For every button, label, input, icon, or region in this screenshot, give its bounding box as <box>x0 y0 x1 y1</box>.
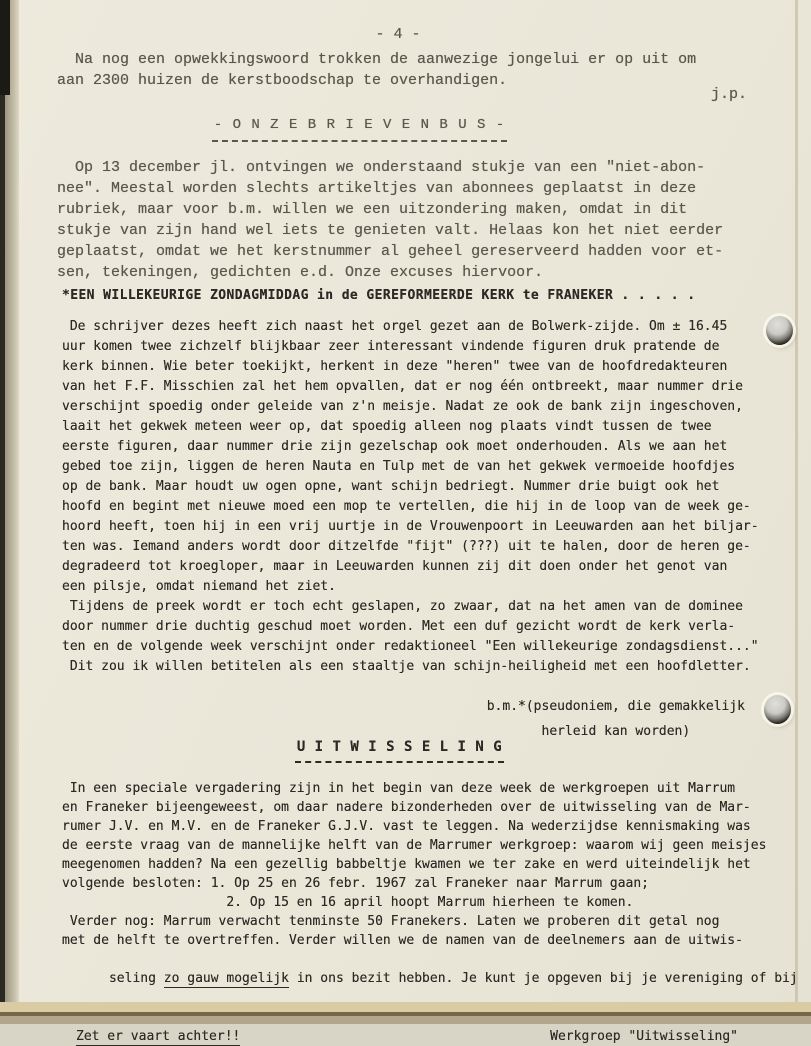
text-line: meegenomen hadden? Na een gezellig babbeltje kwamen we ter zake en werd uiteindelijk het <box>62 857 751 872</box>
text-line: Dit zou ik willen betitelen als een staaltje van schijn-heiligheid met een hoofdletter. <box>62 659 751 674</box>
list-item-2: 2. Op 15 en 16 april hoopt Marrum hierheen te komen. <box>62 895 634 910</box>
section-title-uitwisseling: U I T W I S S E L I N G <box>295 737 504 763</box>
text-line: rumer J.V. en M.V. en de Franeker G.J.V. vast te leggen. Na wederzijdse kennismaking was <box>62 819 751 834</box>
text-line: eerste figuren, daar nummer drie zijn gezelschap ook moet onderhouden. Als we aan het <box>62 439 728 454</box>
text-line <box>62 950 798 1007</box>
text-line: en Franeker bijeengeweest, om daar nadere bizonderheden over de uitwisseling van de Mar- <box>62 800 751 815</box>
signature-line: herleid kan worden) <box>541 724 691 739</box>
text-line: De schrijver dezes heeft zich naast het orgel gezet aan de Bolwerk-zijde. Om ± 16.45 <box>62 319 728 334</box>
intro-paragraph <box>57 49 696 91</box>
underlined-phrase: zo gauw mogelijk <box>163 971 289 986</box>
text-line: verschijnt spoedig onder geleide van z'n meisje. Nadat ze ook de bank zijn ingeschoven, <box>62 399 743 414</box>
text-line: geplaatst, omdat we het kerstnummer al geheel gereserveerd hadden voor et- <box>57 243 724 260</box>
text-line: van het F.F. Misschien zal het hem opvallen, dat er nog één ontbreekt, maar nummer drie <box>62 379 743 394</box>
section-title-brievenbus: - O N Z E B R I E V E N B U S - <box>212 115 507 142</box>
punch-hole-icon <box>766 316 793 345</box>
text-line: kerk binnen. Wie beter toekijkt, herkent in deze "heren" twee van de hoofdredakteuren <box>62 359 728 374</box>
text-line: hoofd en begint met nieuwe moed een mop te vertellen, die hij in de loop van de week ge- <box>62 499 751 514</box>
text-segment: seling <box>108 971 164 986</box>
text-line: door nummer drie duchtig geschud moet worden. Met een duf gezicht wordt de kerk verla- <box>62 619 736 634</box>
closing-slogan <box>62 1027 240 1046</box>
text-line: nee". Meestal worden slechts artikeltjes van abonnees geplaatst in deze <box>57 180 697 197</box>
text-line: uur komen twee zichzelf blijkbaar zeer interessant vindende figuren druk pratende de <box>62 339 720 354</box>
text-line: rubriek, maar voor b.m. willen we een uitzondering maken, omdat in dit <box>57 201 688 218</box>
text-line: een pilsje, omdat niemand het ziet. <box>62 579 336 594</box>
section-uitwisseling <box>18 737 781 763</box>
text-line: degradeerd tot kroegloper, maar in Leeuwarden kunnen zij dit doen onder het genot van <box>62 559 728 574</box>
workgroup-signature: Werkgroep "Uitwisseling" <box>550 1029 738 1044</box>
text-line: gebed toe zijn, liggen de heren Nauta en Tulp met de van het gekwek vermoeide hoofdjes <box>62 459 736 474</box>
list-item-1: volgende besloten: 1. Op 25 en 26 febr. 1967 zal Franeker naar Marrum gaan; <box>62 876 649 891</box>
text-line: Tijdens de preek wordt er toch echt geslapen, zo zwaar, dat na het amen van de dominee <box>62 599 743 614</box>
article-body-zondagmiddag <box>62 317 759 677</box>
text-line: ten was. Iemand anders wordt door ditzelfde "fijt" (???) uit te halen, door de heren ge- <box>62 539 751 554</box>
article-heading-zondagmiddag: *EEN WILLEKEURIGE ZONDAGMIDDAG in de GEREFORMEERDE KERK te FRANEKER . . . . . <box>62 288 696 303</box>
signature-line: b.m.*(pseudoniem, die gemakkelijk <box>486 699 745 714</box>
text-line: hoord heeft, toen hij in een vrij uurtje in de Vrouwenpoort in Leeuwarden aan het biljar- <box>62 519 759 534</box>
closing-row <box>62 1027 738 1046</box>
scan-edge-top-left-corner <box>0 0 10 95</box>
text-line: de eerste vraag van de mannelijke helft van de Marrumer werkgroep: waarom wij geen meisjes <box>62 838 767 853</box>
text-line: met de helft te overtreffen. Verder willen we de namen van de deelnemers aan de uitwis- <box>62 933 743 948</box>
text-line: sen, tekeningen, gedichten e.d. Onze excuses hiervoor. <box>57 264 544 281</box>
text-line: Verder nog: Marrum verwacht tenminste 50 Franekers. Laten we proberen dit getal nog <box>62 914 720 929</box>
underlined-phrase: Zet er vaart achter!! <box>76 1029 241 1044</box>
text-segment: in ons bezit hebben. Je kunt je opgeven bij je vereniging of bij <box>289 971 798 986</box>
text-line: Op 13 december jl. ontvingen we onderstaand stukje van een "niet-abon- <box>57 159 706 176</box>
text-line: op de bank. Maar houdt uw ogen opne, want schijn bedriegt. Nummer drie buigt ook het <box>62 479 720 494</box>
text-line: ten en de volgende week verschijnt onder redaktioneel "Een willekeurige zondagsdienst..." <box>62 639 759 654</box>
punch-hole-icon <box>764 695 791 724</box>
text-line: aan 2300 huizen de kerstboodschap te overhandigen. <box>57 72 508 89</box>
text-line: Na nog een opwekkingswoord trokken de aanwezige jongelui er op uit om <box>57 51 697 68</box>
bottom-background-strip <box>0 1016 811 1024</box>
brievenbus-paragraph <box>57 157 723 283</box>
intro-signature: j.p. <box>710 86 747 103</box>
scan-edge-left-strip <box>4 0 19 1024</box>
text-line: stukje van zijn hand wel iets te genieten valt. Helaas kon het niet eerder <box>57 222 724 239</box>
scan-edge-left-dark <box>0 0 5 1024</box>
text-line: laait het gekwek meteen weer op, dat spoedig alleen nog plaats vindt tussen de twee <box>62 419 712 434</box>
section-brievenbus <box>18 115 701 142</box>
page-number: - 4 - <box>375 26 421 43</box>
text-line: In een speciale vergadering zijn in het begin van deze week de werkgroepen uit Marrum <box>62 781 736 796</box>
